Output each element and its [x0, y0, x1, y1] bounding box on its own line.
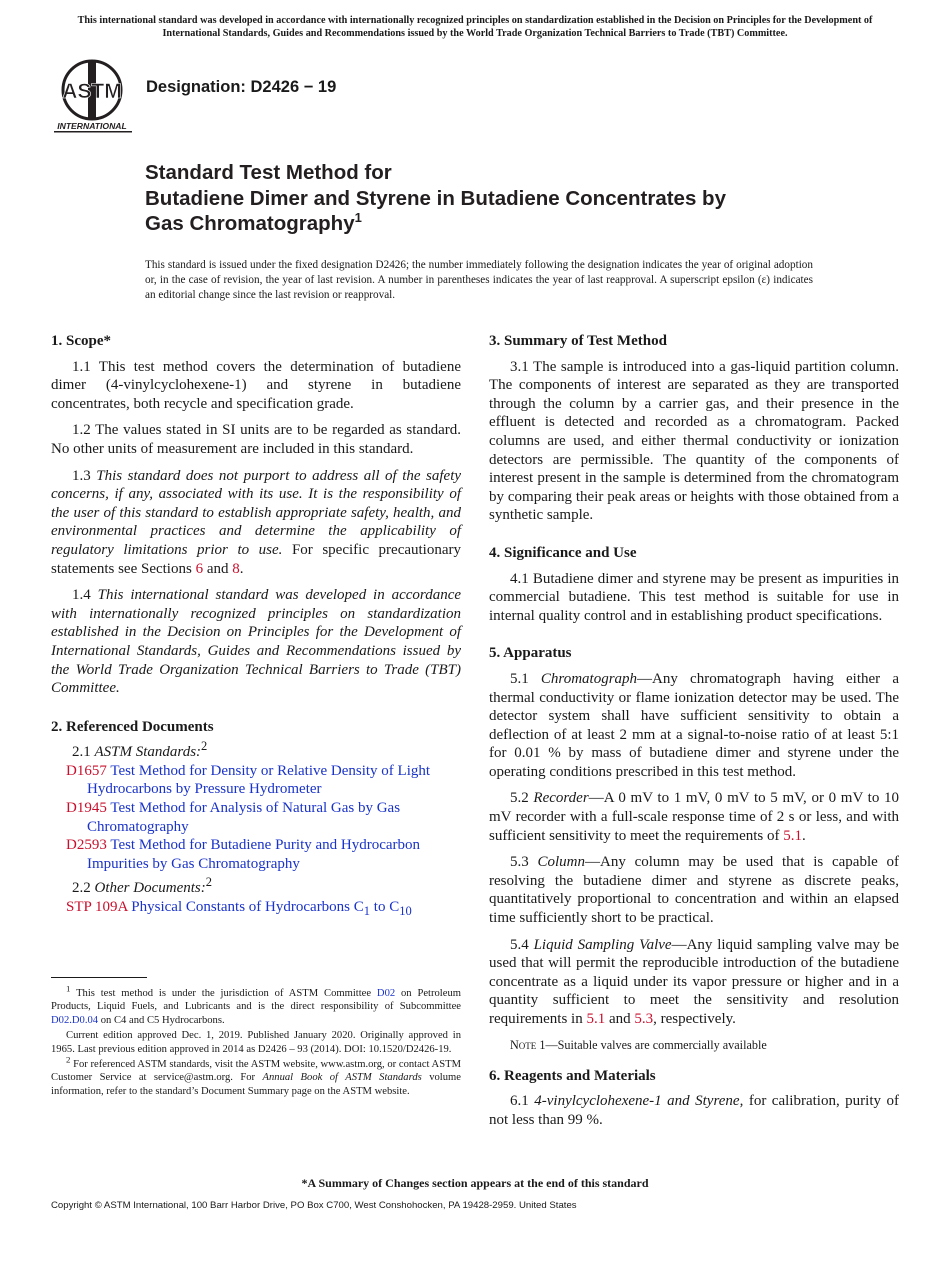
left-column: [51, 332, 461, 917]
subcommittee-link[interactable]: D02.D0.04: [51, 1014, 99, 1026]
scope-1-4-num: 1.4: [72, 587, 98, 604]
footnote-divider: [51, 977, 147, 978]
apparatus-5-4-and: and: [605, 1011, 635, 1027]
footnotes: [51, 983, 461, 1100]
apparatus-5-2-text: —A 0 mV to 1 mV, 0 mV to 5 mV, or 0 mV to 10 mV recorder with a full-scale response time of 2 s or less, and with sufficient sensitivity to meet the requirements of: [489, 790, 899, 844]
stp-title-a[interactable]: Physical Constants of Hydrocarbons C: [127, 899, 364, 916]
ref-title[interactable]: Test Method for Analysis of Natural Gas by Gas Chromatography: [87, 800, 401, 835]
apparatus-5-1-term: Chromatograph: [540, 670, 638, 687]
scope-1-3-end: .: [239, 560, 244, 577]
summary-3-1: 3.1 The sample is introduced into a gas-liquid partition column. The components of interest are separated as they are transported through the column by a carrier gas, and their presence in the effluent is detected and recorded as a chromatogram. Packed columns are used, and either thermal conductivity or ionization detectors are permissible. The quantity of the components of interest present in the sample is determined from the chromatogram by comparing their peak areas or heights with those obtained from a synthetic sample.: [489, 358, 899, 524]
ref-code[interactable]: STP 109A: [66, 899, 128, 916]
apparatus-5-3-num: 5.3: [510, 854, 538, 871]
section-6-link[interactable]: 6: [195, 560, 204, 577]
section-5-3-link[interactable]: 5.3: [634, 1011, 654, 1027]
ref-code[interactable]: D1657: [66, 762, 107, 779]
reagents-6-1: [489, 1092, 899, 1129]
ref-code[interactable]: D1945: [66, 800, 107, 817]
apparatus-5-1-num: 5.1: [510, 670, 541, 687]
apparatus-note-1: [489, 1037, 899, 1053]
spacer: [489, 533, 899, 544]
stp-title-b[interactable]: to C: [370, 899, 400, 916]
scope-1-3: [51, 467, 461, 579]
copyright: Copyright © ASTM International, 100 Barr Harbor Drive, PO Box C700, West Conshohocken, PA 19428-2959. United States: [51, 1200, 577, 1211]
standards-notice: This international standard was developed in accordance with internationally recognized principles on standardization established in the Decision on Principles for the Development of International Standards, Guides and Recommendations issued by the World Trade Organization Technical Barriers to Trade (TBT) Committee.: [77, 15, 873, 39]
section-reagents-heading: 6. Reagents and Materials: [489, 1067, 656, 1084]
scope-1-4: [51, 586, 461, 698]
apparatus-5-2-end: .: [802, 827, 806, 844]
refs-2-1-mark: 2: [201, 739, 208, 754]
refs-2-2-label: Other Documents:: [94, 880, 206, 897]
title-line-2: Butadiene Dimer and Styrene in Butadiene Concentrates by: [145, 186, 726, 210]
astm-logo-icon: [54, 56, 134, 134]
scope-1-1: 1.1 This test method covers the determination of butadiene dimer (4-vinylcyclohexene-1) and styrene in butadiene concentrates, both recycle and specification grade.: [51, 358, 461, 412]
right-column: [489, 332, 899, 1137]
apparatus-5-1-text: —Any chromatograph having either a thermal conductivity or flame ionization detector may be used. The detector system shall have sufficient sensitivity to obtain a deflection of at least 2 mm at a signal-to-noise ratio of at least 5:1 for 0.01 % by mass of butadiene dimer and styrene under the operating conditions prescribed in this test method.: [489, 670, 899, 780]
footnote-2-text-b: volume information, refer to the standard’s Document Summary page on the ASTM website.: [51, 1072, 461, 1097]
svg-text:ASTM: ASTM: [62, 80, 122, 103]
reagents-6-1-text: for calibration, purity of not less than 99 %.: [489, 1093, 899, 1128]
scope-1-2: 1.2 The values stated in SI units are to be regarded as standard. No other units of measurement are included in this standard.: [51, 422, 461, 457]
footnote-2-italic: Annual Book of ASTM Standards: [262, 1072, 422, 1084]
scope-1-3-tail: For specific precautionary statements see Sections: [51, 541, 461, 577]
stp-sub-10: 10: [399, 904, 412, 919]
designation: Designation: D2426 − 19: [146, 78, 337, 96]
footnote-1-text-c: on C4 and C5 Hydrocarbons.: [98, 1014, 225, 1026]
footnote-1-text-a: This test method is under the jurisdiction of ASTM Committee: [70, 988, 377, 999]
section-significance-heading: 4. Significance and Use: [489, 544, 637, 561]
section-5-1-link[interactable]: 5.1: [783, 827, 802, 844]
document-title: [145, 160, 865, 237]
scope-1-4-italic: This international standard was developed in accordance with internationally recognized principles on standardization established in the Decision on Principles for the Development of International Standards, Guides and Recommendations issued by the World Trade Organization Technical Barriers to Trade (TBT) Committee.: [51, 587, 462, 697]
ref-item-d1657[interactable]: [66, 762, 461, 799]
ref-title[interactable]: Test Method for Butadiene Purity and Hydrocarbon Impurities by Gas Chromatography: [87, 837, 421, 872]
apparatus-5-4-text: —Any liquid sampling valve may be used that will permit the reproducible introduction of the butadiene concentrate as a liquid under its vapor pressure or higher and in a quantity sufficient to meet the sensitivity and resolution requirements in: [489, 936, 899, 1027]
section-apparatus-heading: 5. Apparatus: [489, 645, 572, 662]
ref-title[interactable]: [127, 899, 412, 919]
apparatus-5-2: [489, 789, 899, 845]
summary-of-changes-note: *A Summary of Changes section appears at the end of this standard: [301, 1176, 649, 1190]
footnote-1-text-b: on Petroleum Products, Liquid Fuels, and Lubricants and is the direct responsibility of Subcommittee: [51, 988, 461, 1013]
svg-text:INTERNATIONAL: INTERNATIONAL: [57, 121, 127, 131]
footnote-2-text-a: For referenced ASTM standards, visit the ASTM website, www.astm.org, or contact ASTM Customer Service at service@astm.org. For: [51, 1059, 461, 1084]
spacer: [489, 633, 899, 644]
refs-2-1-label: ASTM Standards:: [94, 744, 202, 761]
spacer: [51, 698, 461, 718]
note-text: 1—Suitable valves are commercially available: [536, 1037, 767, 1052]
footnote-1: [51, 983, 461, 1027]
note-label: Note: [510, 1037, 537, 1052]
footnote-2-mark: 2: [66, 1054, 71, 1065]
apparatus-5-4-num: 5.4: [510, 936, 534, 953]
section-summary-heading: 3. Summary of Test Method: [489, 333, 667, 349]
ref-item-d1945[interactable]: [66, 799, 461, 836]
section-5-1-link[interactable]: 5.1: [586, 1011, 606, 1027]
footnote-1-mark: 1: [66, 983, 71, 994]
scope-1-3-num: 1.3: [72, 467, 97, 484]
title-line-3: [145, 211, 865, 237]
apparatus-5-3: [489, 853, 899, 927]
footnote-2: [51, 1054, 461, 1098]
title-line-1: Standard Test Method for: [145, 161, 392, 184]
refs-2-2: [51, 875, 461, 898]
ref-title[interactable]: Test Method for Density or Relative Density of Light Hydrocarbons by Pressure Hydrometer: [87, 762, 431, 798]
refs-2-2-mark: 2: [205, 875, 212, 890]
ref-item-stp109a[interactable]: [66, 898, 461, 917]
reagents-6-1-num: 6.1: [510, 1093, 535, 1110]
title-line-3-text: Gas Chromatography: [145, 212, 355, 235]
section-scope-heading: 1. Scope*: [51, 333, 111, 349]
reagents-6-1-term: 4-vinylcyclohexene-1 and Styrene,: [534, 1093, 744, 1110]
scope-1-3-and: and: [203, 560, 233, 577]
ref-code[interactable]: D2593: [66, 837, 107, 854]
refs-2-2-num: 2.2: [72, 880, 95, 897]
refs-2-1: [51, 739, 461, 762]
committee-d02-link[interactable]: D02: [376, 988, 396, 999]
apparatus-5-3-term: Column: [537, 854, 586, 871]
stp-sub-1: 1: [363, 904, 371, 919]
apparatus-5-3-text: —Any column may be used that is capable of resolving the butadiene dimer and styrene as discrete peaks, quantitatively proportional to concentration and within an elapsed time sufficiently short to be practical.: [489, 854, 899, 927]
apparatus-5-4-term: Liquid Sampling Valve: [533, 936, 672, 953]
scope-1-3-italic: This standard does not purport to address all of the safety concerns, if any, associated with its use. It is the responsibility of the user of this standard to establish appropriate safety, health, and environmental practices and determine the applicability of regulatory limitations prior to use.: [51, 467, 462, 558]
section-refs-heading: 2. Referenced Documents: [51, 718, 214, 735]
apparatus-5-4: [489, 936, 899, 1029]
ref-item-d2593[interactable]: [66, 836, 461, 873]
section-8-link[interactable]: 8: [232, 560, 240, 577]
significance-4-1: 4.1 Butadiene dimer and styrene may be present as impurities in commercial butadiene. This test method is suitable for use in internal quality control and in establishing product specifications.: [489, 570, 899, 624]
title-footnote-mark[interactable]: 1: [354, 210, 362, 226]
issued-note: This standard is issued under the fixed designation D2426; the number immediately following the designation indicates the year of original adoption or, in the case of revision, the year of last revision. A number in parentheses indicates the year of last reapproval. A superscript epsilon (ε) indicates an editorial change since the last revision or reapproval.: [145, 259, 813, 302]
astm-logo: [54, 56, 134, 134]
apparatus-5-2-term: Recorder: [533, 790, 589, 807]
refs-2-1-num: 2.1: [72, 744, 95, 761]
apparatus-5-4-end: , respectively.: [653, 1011, 736, 1027]
apparatus-5-1: [489, 670, 899, 782]
apparatus-5-2-num: 5.2: [510, 790, 534, 807]
footnote-1-edition: Current edition approved Dec. 1, 2019. Published January 2020. Originally approved in 1965. Last previous edition approved in 2014 as D2426 – 93 (2014). DOI: 10.1520/D2426-19.: [51, 1030, 461, 1055]
